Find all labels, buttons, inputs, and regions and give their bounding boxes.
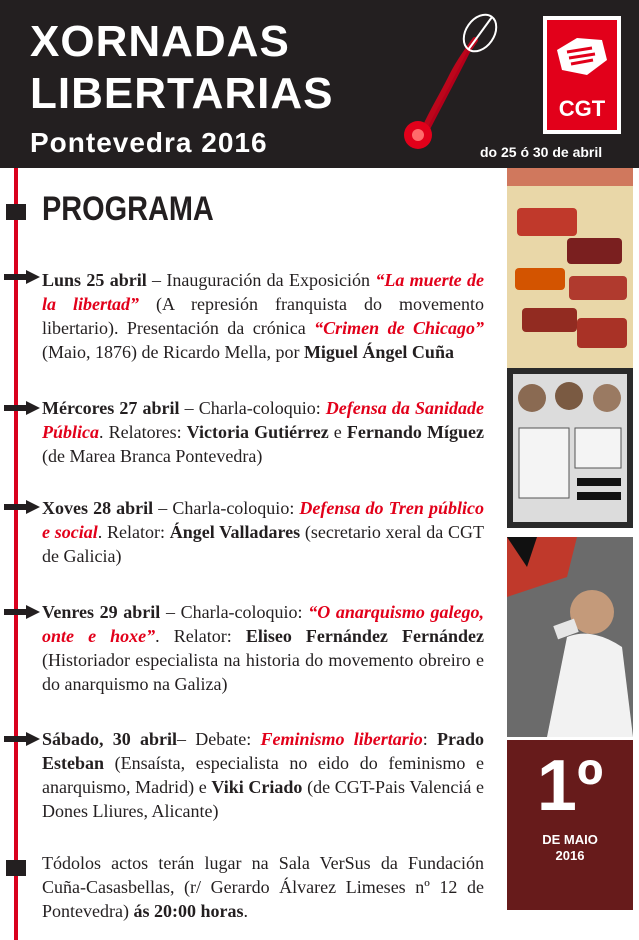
timeline-bullet	[6, 860, 26, 876]
venue-info: Tódolos actos terán lugar na Sala VerSus da Fundación Cuña-Casasbellas, (r/ Gerardo Álvarez Limeses nº 12 de Pontevedra) ás 20:00 horas.	[42, 853, 484, 921]
speaker-name: Fernando Míguez	[346, 422, 484, 442]
speaker-name: Eliseo Fernández Fernández	[245, 626, 484, 646]
title-line-1: XORNADAS	[30, 17, 290, 66]
poster-may-label: DE MAIO	[542, 832, 598, 847]
hands-icon	[547, 20, 617, 98]
timeline-bullet	[6, 204, 26, 220]
program-entry: Luns 25 abril – Inauguración da Exposición “La muerte de la libertad” (A represión franquista do movemento libertario). Presentación da crónica “Crimen de Chicago” (Maio, 1876) de Ricardo Mella, por Miguel Ángel Cuña	[42, 270, 484, 362]
transport-poster-image	[507, 168, 633, 368]
program-entry: Xoves 28 abril – Charla-coloquio: Defensa do Tren público e social. Relator: Ángel Valladares (secretario xeral da CGT de Galicia)	[42, 498, 484, 566]
cgt-logo-label: CGT	[558, 96, 606, 121]
may-day-poster-image	[507, 740, 633, 910]
arrow-icon	[4, 270, 40, 284]
subtitle: Pontevedra 2016	[30, 127, 268, 158]
program-entry: Mércores 27 abril – Charla-coloquio: Defensa da Sanidade Pública. Relatores: Victoria Gutiérrez e Fernando Míguez (de Marea Branca Pontevedra)	[42, 398, 485, 466]
speaker-name: Miguel Ángel Cuña	[303, 342, 454, 362]
event-title: “La muerte de la libertad”	[42, 270, 484, 314]
event-title: Defensa do Tren público e social	[42, 498, 484, 542]
program-entry: Sábado, 30 abril– Debate: Feminismo libertario: Prado Esteban (Ensaísta, especialista no eido do feminismo e anarquismo, Madrid) e Viki Criado (de CGT-Pais Valenciá e Dones Lliures, Alicante)	[42, 729, 484, 821]
entry-day: Mércores 27 abril	[42, 398, 180, 418]
speaker-name: Victoria Gutiérrez	[186, 422, 329, 442]
speaker-photo	[507, 537, 633, 737]
speaker-name: Ángel Valladares	[169, 522, 301, 542]
header-banner	[0, 0, 639, 168]
title-line-2: LIBERTARIAS	[30, 69, 334, 118]
arrow-icon	[4, 732, 40, 746]
date-range: do 25 ó 30 de abril	[480, 144, 603, 160]
speaker-name: Prado Esteban	[42, 729, 484, 773]
feather-pen-icon	[457, 9, 503, 58]
poster-year: 2016	[555, 848, 585, 863]
program-entry: Venres 29 abril – Charla-coloquio: “O anarquismo galego, onte e hoxe”. Relator: Eliseo Fernández Fernández (Historiador especialista na historia do movemento obreiro e do anarquismo na Galiza)	[42, 602, 484, 694]
event-title: “Crimen de Chicago”	[314, 318, 484, 338]
entry-day: Sábado, 30 abril	[42, 729, 178, 749]
entry-day: Venres 29 abril	[42, 602, 161, 622]
programa-heading: PROGRAMA	[42, 190, 214, 228]
event-title: Defensa da Sanidade Pública	[42, 398, 485, 442]
arrow-icon	[4, 500, 40, 514]
comet-illustration	[380, 5, 530, 165]
cgt-logo	[543, 16, 621, 134]
entry-day: Luns 25 abril	[42, 270, 147, 290]
event-title: “O anarquismo galego, onte e hoxe”	[42, 602, 484, 646]
speaker-name: Viki Criado	[211, 777, 303, 797]
poster-numeral: 1º	[536, 746, 604, 826]
event-title: Feminismo libertario	[260, 729, 423, 749]
event-time: ás 20:00 horas	[133, 901, 244, 921]
arrow-icon	[4, 401, 40, 415]
entry-day: Xoves 28 abril	[42, 498, 154, 518]
arrow-icon	[4, 605, 40, 619]
exhibition-panel-image	[507, 368, 633, 528]
